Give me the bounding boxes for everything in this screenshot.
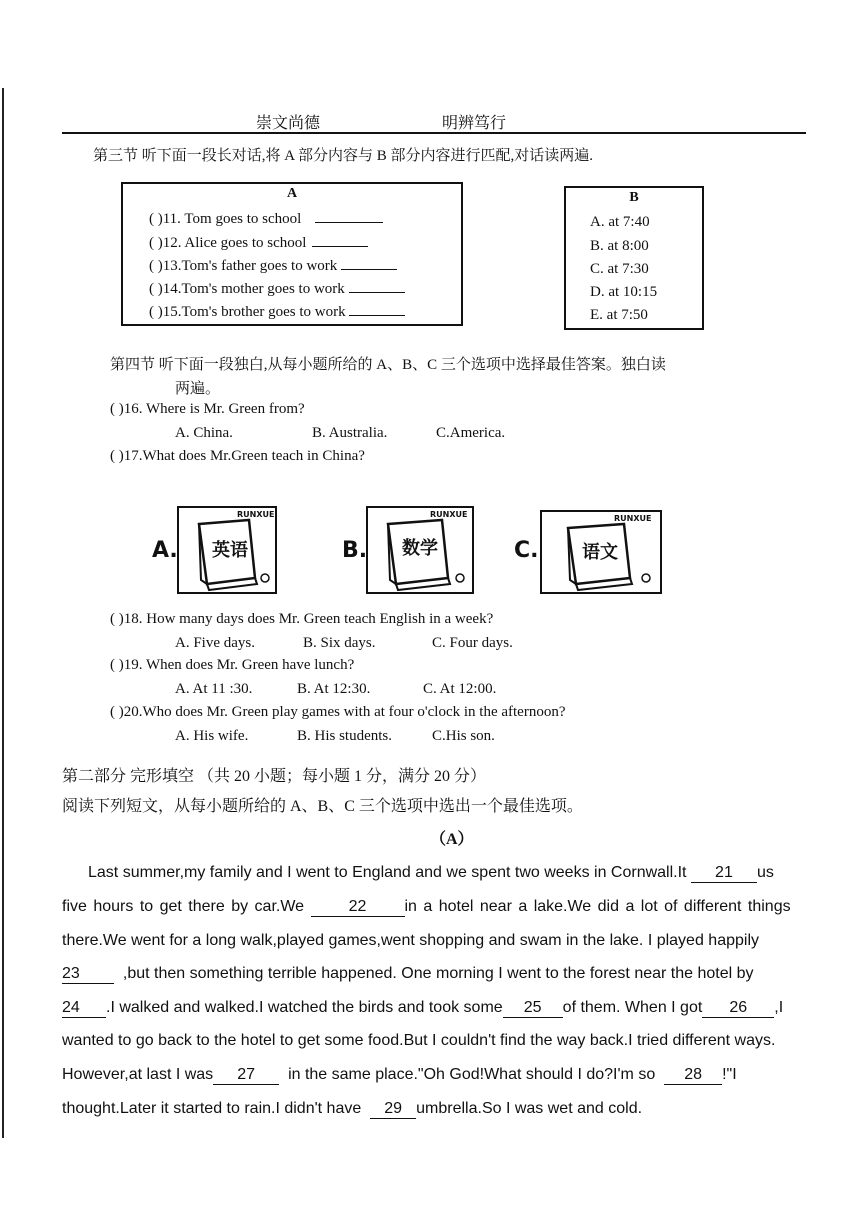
q18-option-a: A. Five days.	[175, 635, 255, 651]
question-19: ( )19. When does Mr. Green have lunch?	[110, 657, 355, 673]
book-a-english-picture	[177, 506, 277, 594]
q20-option-c: C.His son.	[432, 728, 495, 744]
passage-line-1: Last summer,my family and I went to England and we spent two weeks in Cornwall.It 21 us	[88, 864, 774, 881]
passage-line-3: there.We went for a long walk,played games,went shopping and swam in the lake. I played happily	[62, 932, 759, 949]
passage-line-2: five hours to get there by car.We 22 in a hotel near a lake.We did a lot of different things	[62, 898, 791, 915]
header-motto-right: 明辨笃行	[442, 115, 507, 132]
box-b-option-b: B. at 8:00	[590, 238, 649, 254]
blank-21: 21	[691, 864, 757, 883]
box-b-title: B	[629, 190, 639, 205]
blank-27: 27	[213, 1066, 279, 1085]
passage-line-7: However,at last I was 27 in the same place."Oh God!What should I do?I'm so 28 !"I	[62, 1066, 737, 1083]
q20-option-a: A. His wife.	[175, 728, 249, 744]
question-20: ( )20.Who does Mr. Green play games with at four o'clock in the afternoon?	[110, 704, 566, 720]
section3-instruction: 第三节 听下面一段长对话,将 A 部分内容与 B 部分内容进行匹配,对话读两遍.	[93, 148, 594, 164]
q19-option-c: C. At 12:00.	[423, 681, 497, 697]
section4-instruction-cont: 两遍。	[175, 381, 221, 397]
q19-option-a: A. At 11 :30.	[175, 681, 253, 697]
book-b-subject: 数学	[402, 538, 438, 559]
book-a-brand: RUNXUE	[237, 510, 275, 519]
blank-22: 22	[311, 898, 405, 917]
book-b-math-picture	[366, 506, 474, 594]
section4-instruction: 第四节 听下面一段独白,从每小题所给的 A、B、C 三个选项中选择最佳答案。独白读	[110, 357, 666, 373]
blank-25: 25	[503, 999, 563, 1018]
box-a-item-14: ( )14.Tom's mother goes to work	[149, 280, 405, 298]
box-b-option-a: A. at 7:40	[590, 214, 650, 230]
book-c-chinese-picture	[540, 510, 662, 594]
header-motto-left: 崇文尚德	[256, 115, 321, 132]
match-box-b	[564, 186, 704, 330]
blank-28: 28	[664, 1066, 722, 1085]
box-b-option-d: D. at 10:15	[590, 284, 658, 300]
match-box-a	[121, 182, 463, 326]
box-a-item-15: ( )15.Tom's brother goes to work	[149, 303, 405, 321]
question-16: ( )16. Where is Mr. Green from?	[110, 401, 305, 417]
box-a-item-12: ( )12. Alice goes to school	[149, 234, 368, 252]
box-a-item-11: ( )11. Tom goes to school	[149, 210, 383, 228]
book-a-letter: A.	[152, 538, 178, 563]
book-c-brand: RUNXUE	[614, 514, 652, 523]
part2-title: 第二部分 完形填空 （共 20 小题；每小题 1 分，满分 20 分）	[62, 768, 487, 785]
q18-option-b: B. Six days.	[303, 635, 376, 651]
blank-23: 23	[62, 965, 114, 984]
passage-line-6: wanted to go back to the hotel to get some food.But I couldn't find the way back.I tried different ways.	[62, 1032, 776, 1049]
q16-option-a: A. China.	[175, 425, 233, 441]
blank-24: 24	[62, 999, 106, 1018]
q16-option-b: B. Australia.	[312, 425, 388, 441]
part2-instruction: 阅读下列短文，从每小题所给的 A、B、C 三个选项中选出一个最佳选项。	[62, 798, 583, 815]
box-a-title: A	[286, 186, 298, 201]
box-b-option-e: E. at 7:50	[590, 307, 648, 323]
book-b-letter: B.	[342, 538, 368, 563]
box-a-item-13: ( )13.Tom's father goes to work	[149, 257, 397, 275]
book-c-subject: 语文	[582, 542, 618, 563]
blank-29: 29	[370, 1100, 416, 1119]
book-b-brand: RUNXUE	[430, 510, 468, 519]
left-margin-line	[2, 88, 4, 1138]
question-18: ( )18. How many days does Mr. Green teach English in a week?	[110, 611, 494, 627]
box-b-option-c: C. at 7:30	[590, 261, 649, 277]
q16-option-c: C.America.	[436, 425, 506, 441]
book-c-letter: C.	[514, 538, 539, 563]
passage-line-8: thought.Later it started to rain.I didn't have 29 umbrella.So I was wet and cold.	[62, 1100, 643, 1117]
q20-option-b: B. His students.	[297, 728, 393, 744]
question-17: ( )17.What does Mr.Green teach in China?	[110, 448, 365, 464]
passage-line-5: 24 .I walked and walked.I watched the birds and took some 25 of them. When I got 26 ,I	[62, 999, 784, 1016]
passage-label: （A）	[430, 831, 474, 848]
q19-option-b: B. At 12:30.	[297, 681, 371, 697]
blank-26: 26	[702, 999, 774, 1018]
book-a-subject: 英语	[212, 540, 248, 561]
page-header	[62, 110, 806, 134]
passage-line-4: 23 ,but then something terrible happened. One morning I went to the forest near the hotel by	[62, 965, 754, 982]
q18-option-c: C. Four days.	[432, 635, 513, 651]
